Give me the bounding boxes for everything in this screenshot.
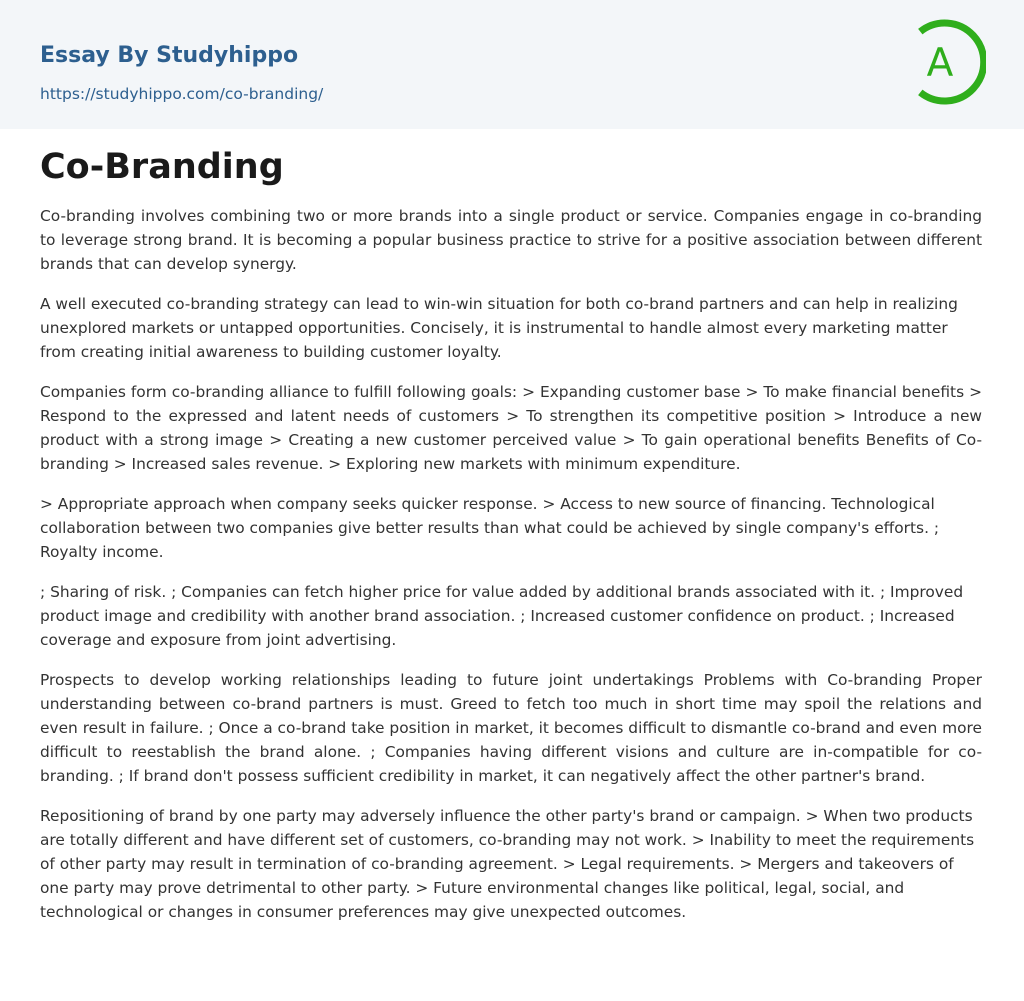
paragraph-1: Co-branding involves combining two or more brands into a single product or service. Companies engage in co-branding to leverage strong brand. It is becoming a popular business practice to strive for a positive association between different brands that can develop synergy. <box>40 207 982 273</box>
paragraph-4: > Appropriate approach when company seeks quicker response. > Access to new source of financing. Technological collaboration between two companies give better results than what could be achieved by single company's efforts. ; Royalty income. <box>40 495 940 561</box>
logo-letter: A <box>926 41 954 86</box>
paragraph-7: Repositioning of brand by one party may adversely influence the other party's brand or campaign. > When two products are totally different and have different set of customers, co-branding may not work. > Inability to meet the requirements of other party may result in termination of co-branding agreement. > Legal requirements. > Mergers and takeovers of one party may prove detrimental to other party. > Future environmental changes like political, legal, social, and technological or changes in consumer preferences may give unexpected outcomes. <box>40 807 975 921</box>
studyhippo-logo-icon[interactable] <box>912 19 986 105</box>
article <box>40 143 982 940</box>
paragraph-2: A well executed co-branding strategy can lead to win-win situation for both co-brand partners and can help in realizing unexplored markets or untapped opportunities. Concisely, it is instrumental to handle almost every marketing matter from creating initial awareness to building customer loyalty. <box>40 295 958 361</box>
article-title: Co-Branding <box>40 147 284 187</box>
paragraph-5: ; Sharing of risk. ; Companies can fetch higher price for value added by additional brands associated with it. ; Improved product image and credibility with another brand association. ; Increased customer confidence on product. ; Increased coverage and exposure from joint advertising. <box>40 583 964 649</box>
site-header <box>0 0 1024 129</box>
brand-title: Essay By Studyhippo <box>40 43 299 68</box>
paragraph-6: Prospects to develop working relationships leading to future joint undertakings Problems with Co-branding Proper understanding between co-brand partners is must. Greed to fetch too much in short time may spoil the relations and even result in failure. ; Once a co-brand take position in market, it becomes difficult to dismantle co-brand and even more difficult to reestablish the brand alone. ; Companies having different visions and culture are in-compatible for co-branding. ; If brand don't possess sufficient credibility in market, it can negatively affect the other partner's brand. <box>40 671 982 785</box>
paragraph-3: Companies form co-branding alliance to fulfill following goals: > Expanding customer base > To make financial benefits > Respond to the expressed and latent needs of customers > To strengthen its competitive position > Introduce a new product with a strong image > Creating a new customer perceived value > To gain operational benefits Benefits of Co-branding > Increased sales revenue. > Exploring new markets with minimum expenditure. <box>40 383 982 473</box>
source-url-link[interactable]: https://studyhippo.com/co-branding/ <box>40 85 324 103</box>
